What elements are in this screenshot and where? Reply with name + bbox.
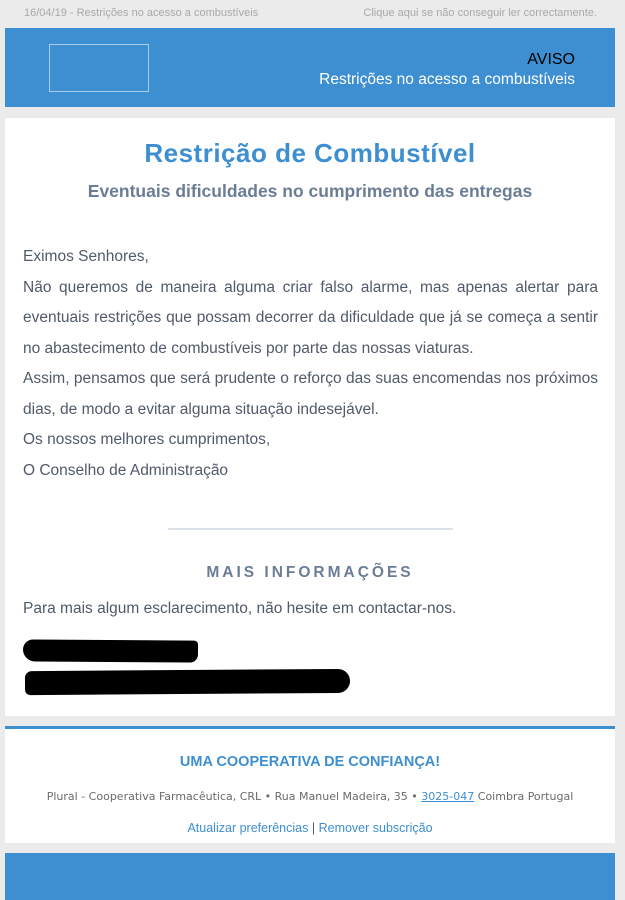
address-text: Plural - Cooperativa Farmacêutica, CRL • Rua Manuel Madeira, 35 •: [46, 790, 418, 803]
postal-code-link[interactable]: 3025-047: [421, 790, 475, 803]
bottom-banner: [5, 853, 615, 900]
footer-links: [5, 821, 615, 835]
footer: [5, 726, 615, 843]
header-banner: [5, 28, 615, 107]
header-subtitle: Restrições no acesso a combustíveis: [319, 71, 575, 88]
signature: O Conselho de Administração: [23, 461, 229, 479]
header-notice-label: AVISO: [527, 51, 575, 68]
redaction-mark: [23, 639, 198, 662]
footer-address: [5, 790, 615, 803]
preheader: [0, 0, 625, 26]
greeting: Eximos Senhores,: [23, 248, 149, 265]
body-paragraph: Não queremos de maneira alguma criar falso alarme, mas apenas alertar para eventuais restrições que possam decorrer da dificuldade que já se começa a sentir no abastecimento de combustíveis por parte das nossas viaturas.: [23, 278, 598, 357]
address-city: Coimbra Portugal: [477, 790, 574, 803]
footer-tagline: UMA COOPERATIVA DE CONFIANÇA!: [179, 754, 441, 770]
preheader-date-subject: 16/04/19 - Restrições no acesso a combustíveis: [24, 7, 259, 19]
email-subtitle: Eventuais dificuldades no cumprimento das entregas: [87, 181, 533, 201]
contact-text: Para mais algum esclarecimento, não hesite em contactar-nos.: [23, 600, 457, 617]
closing: Os nossos melhores cumprimentos,: [23, 431, 271, 448]
redaction-mark: [25, 669, 350, 695]
email-title: Restrição de Combustível: [144, 138, 476, 168]
section-divider: [168, 528, 453, 530]
unsubscribe-link[interactable]: Remover subscrição: [318, 821, 433, 835]
link-separator: |: [311, 821, 316, 835]
update-preferences-link[interactable]: Atualizar preferências: [187, 821, 309, 835]
body-paragraph: Assim, pensamos que será prudente o reforço das suas encomendas nos próximos dias, de modo a evitar alguma situação indesejável.: [23, 370, 598, 418]
email-body: [23, 242, 598, 486]
more-info-heading: MAIS INFORMAÇÕES: [206, 564, 414, 581]
email-content-card: [5, 118, 615, 716]
logo-placeholder: [49, 44, 149, 92]
view-in-browser-link[interactable]: Clique aqui se não conseguir ler correctamente.: [363, 7, 597, 19]
